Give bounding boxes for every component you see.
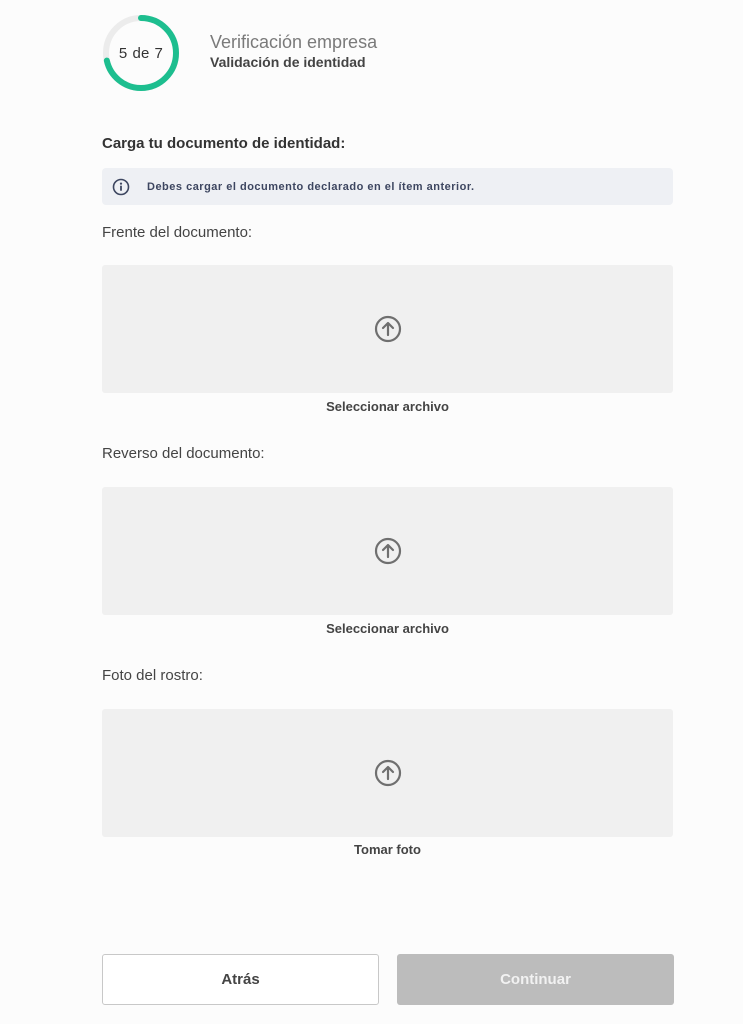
step-progress-ring xyxy=(102,14,180,92)
step-current: 5 xyxy=(118,44,128,62)
continue-button[interactable]: Continuar xyxy=(397,954,674,1005)
back-document-label: Reverso del documento: xyxy=(102,445,265,462)
back-button[interactable]: Atrás xyxy=(102,954,379,1005)
page-subtitle: Validación de identidad xyxy=(210,54,366,70)
step-separator: de xyxy=(132,44,150,62)
face-photo-label: Foto del rostro: xyxy=(102,667,203,684)
face-photo-take-photo[interactable]: Tomar foto xyxy=(354,842,421,857)
step-counter xyxy=(102,14,180,92)
upload-arrow-icon xyxy=(374,759,402,787)
header xyxy=(102,14,377,92)
step-total: 7 xyxy=(154,44,164,62)
upload-arrow-icon xyxy=(374,537,402,565)
info-banner-text: Debes cargar el documento declarado en el ítem anterior. xyxy=(147,180,475,193)
page-title: Verificación empresa xyxy=(210,32,378,52)
section-heading: Carga tu documento de identidad: xyxy=(102,135,346,152)
front-document-upload-area[interactable] xyxy=(102,265,673,393)
front-document-select-file[interactable]: Seleccionar archivo xyxy=(326,399,449,414)
back-document-select-file[interactable]: Seleccionar archivo xyxy=(326,621,449,636)
back-document-upload-area[interactable] xyxy=(102,487,673,615)
header-titles xyxy=(210,31,377,71)
info-banner xyxy=(102,168,673,205)
upload-arrow-icon xyxy=(374,315,402,343)
face-photo-upload-area[interactable] xyxy=(102,709,673,837)
front-document-label: Frente del documento: xyxy=(102,224,253,241)
info-circle-icon xyxy=(112,178,130,196)
